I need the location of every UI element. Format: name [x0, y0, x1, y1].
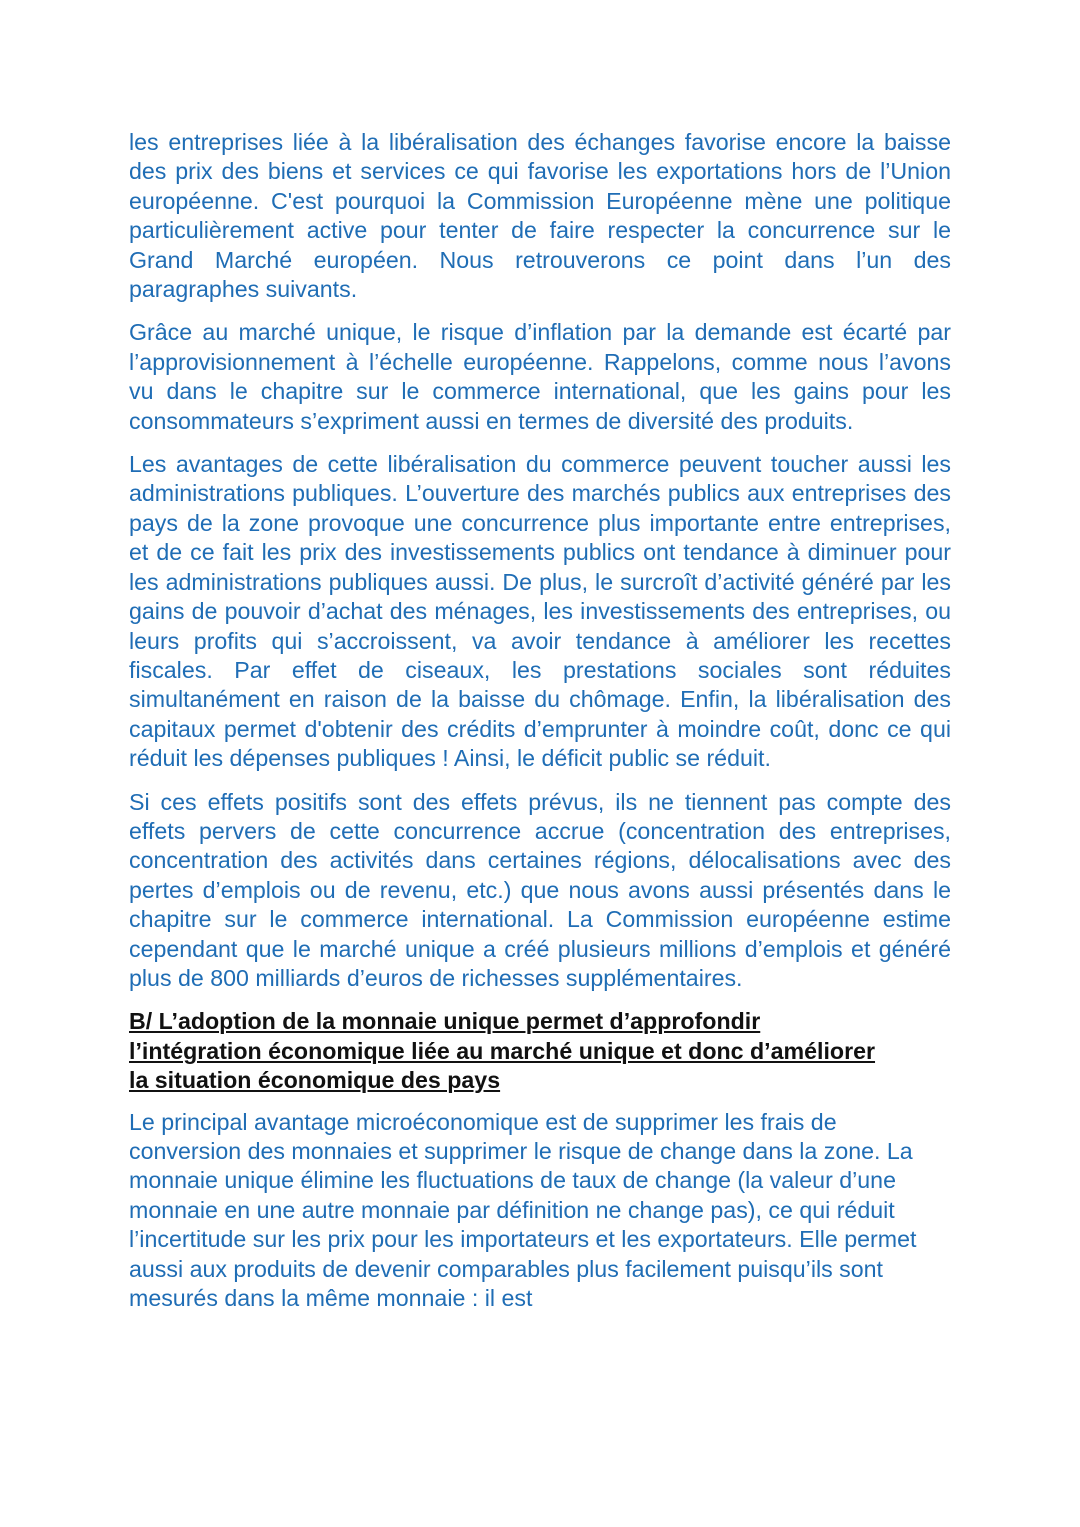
paragraph-public-administrations: Les avantages de cette libéralisation du commerce peuvent toucher aussi les administrations publiques. L’ouverture des marchés publics aux entreprises des pays de la zone provoque une concurrence plus importante entre entreprises, et de ce fait les prix des investissements publics ont tendance à diminuer pour les administrations publiques aussi. De plus, le surcroît d’activité généré par les gains de pouvoir d’achat des ménages, les investissements des entreprises, ou leurs profits qui s’accroissent, va avoir tendance à améliorer les recettes fiscales. Par effet de ciseaux, les prestations sociales sont réduites simultanément en raison de la baisse du chômage. Enfin, la libéralisation des capitaux permet d'obtenir des crédits d’emprunter à moindre coût, donc ce qui réduit les dépenses publiques ! Ainsi, le déficit public se réduit.	[129, 451, 951, 772]
document-page	[129, 128, 951, 1327]
paragraph-inflation: Grâce au marché unique, le risque d’inflation par la demande est écarté par l’approvisionnement à l’échelle européenne. Rappelons, comme nous l’avons vu dans le chapitre sur le commerce international, que les gains pour les consommateurs s’expriment aussi en termes de diversité des produits.	[129, 319, 951, 434]
section-heading-b	[129, 1007, 951, 1095]
section-heading-line-2: l’intégration économique liée au marché unique et donc d’améliorer	[129, 1037, 876, 1064]
section-heading-line-3: la situation économique des pays	[129, 1067, 501, 1094]
paragraph-single-currency: Le principal avantage microéconomique est de supprimer les frais de conversion des monnaies et supprimer le risque de change dans la zone. La monnaie unique élimine les fluctuations de taux de change (la valeur d’une monnaie en une autre monnaie par définition ne change pas), ce qui réduit l’incertitude sur les prix pour les importateurs et les exportateurs. Elle permet aussi aux produits de devenir comparables plus facilement puisqu’ils sont mesurés dans la même monnaie : il est	[129, 1108, 917, 1312]
paragraph-competition: les entreprises liée à la libéralisation des échanges favorise encore la baisse des prix des biens et services ce qui favorise les exportations hors de l’Union européenne. C'est pourquoi la Commission Européenne mène une politique particulièrement active pour tenter de faire respecter la concurrence sur le Grand Marché européen. Nous retrouverons ce point dans l’un des paragraphes suivants.	[129, 129, 951, 303]
section-heading-line-1: B/ L’adoption de la monnaie unique permet d’approfondir	[129, 1008, 761, 1035]
paragraph-perverse-effects: Si ces effets positifs sont des effets prévus, ils ne tiennent pas compte des effets pervers de cette concurrence accrue (concentration des entreprises, concentration des activités dans certaines régions, délocalisations avec des pertes d’emplois ou de revenu, etc.) que nous avons aussi présentés dans le chapitre sur le commerce international. La Commission européenne estime cependant que le marché unique a créé plusieurs millions d’emplois et généré plus de 800 milliards d’euros de richesses supplémentaires.	[129, 788, 951, 991]
